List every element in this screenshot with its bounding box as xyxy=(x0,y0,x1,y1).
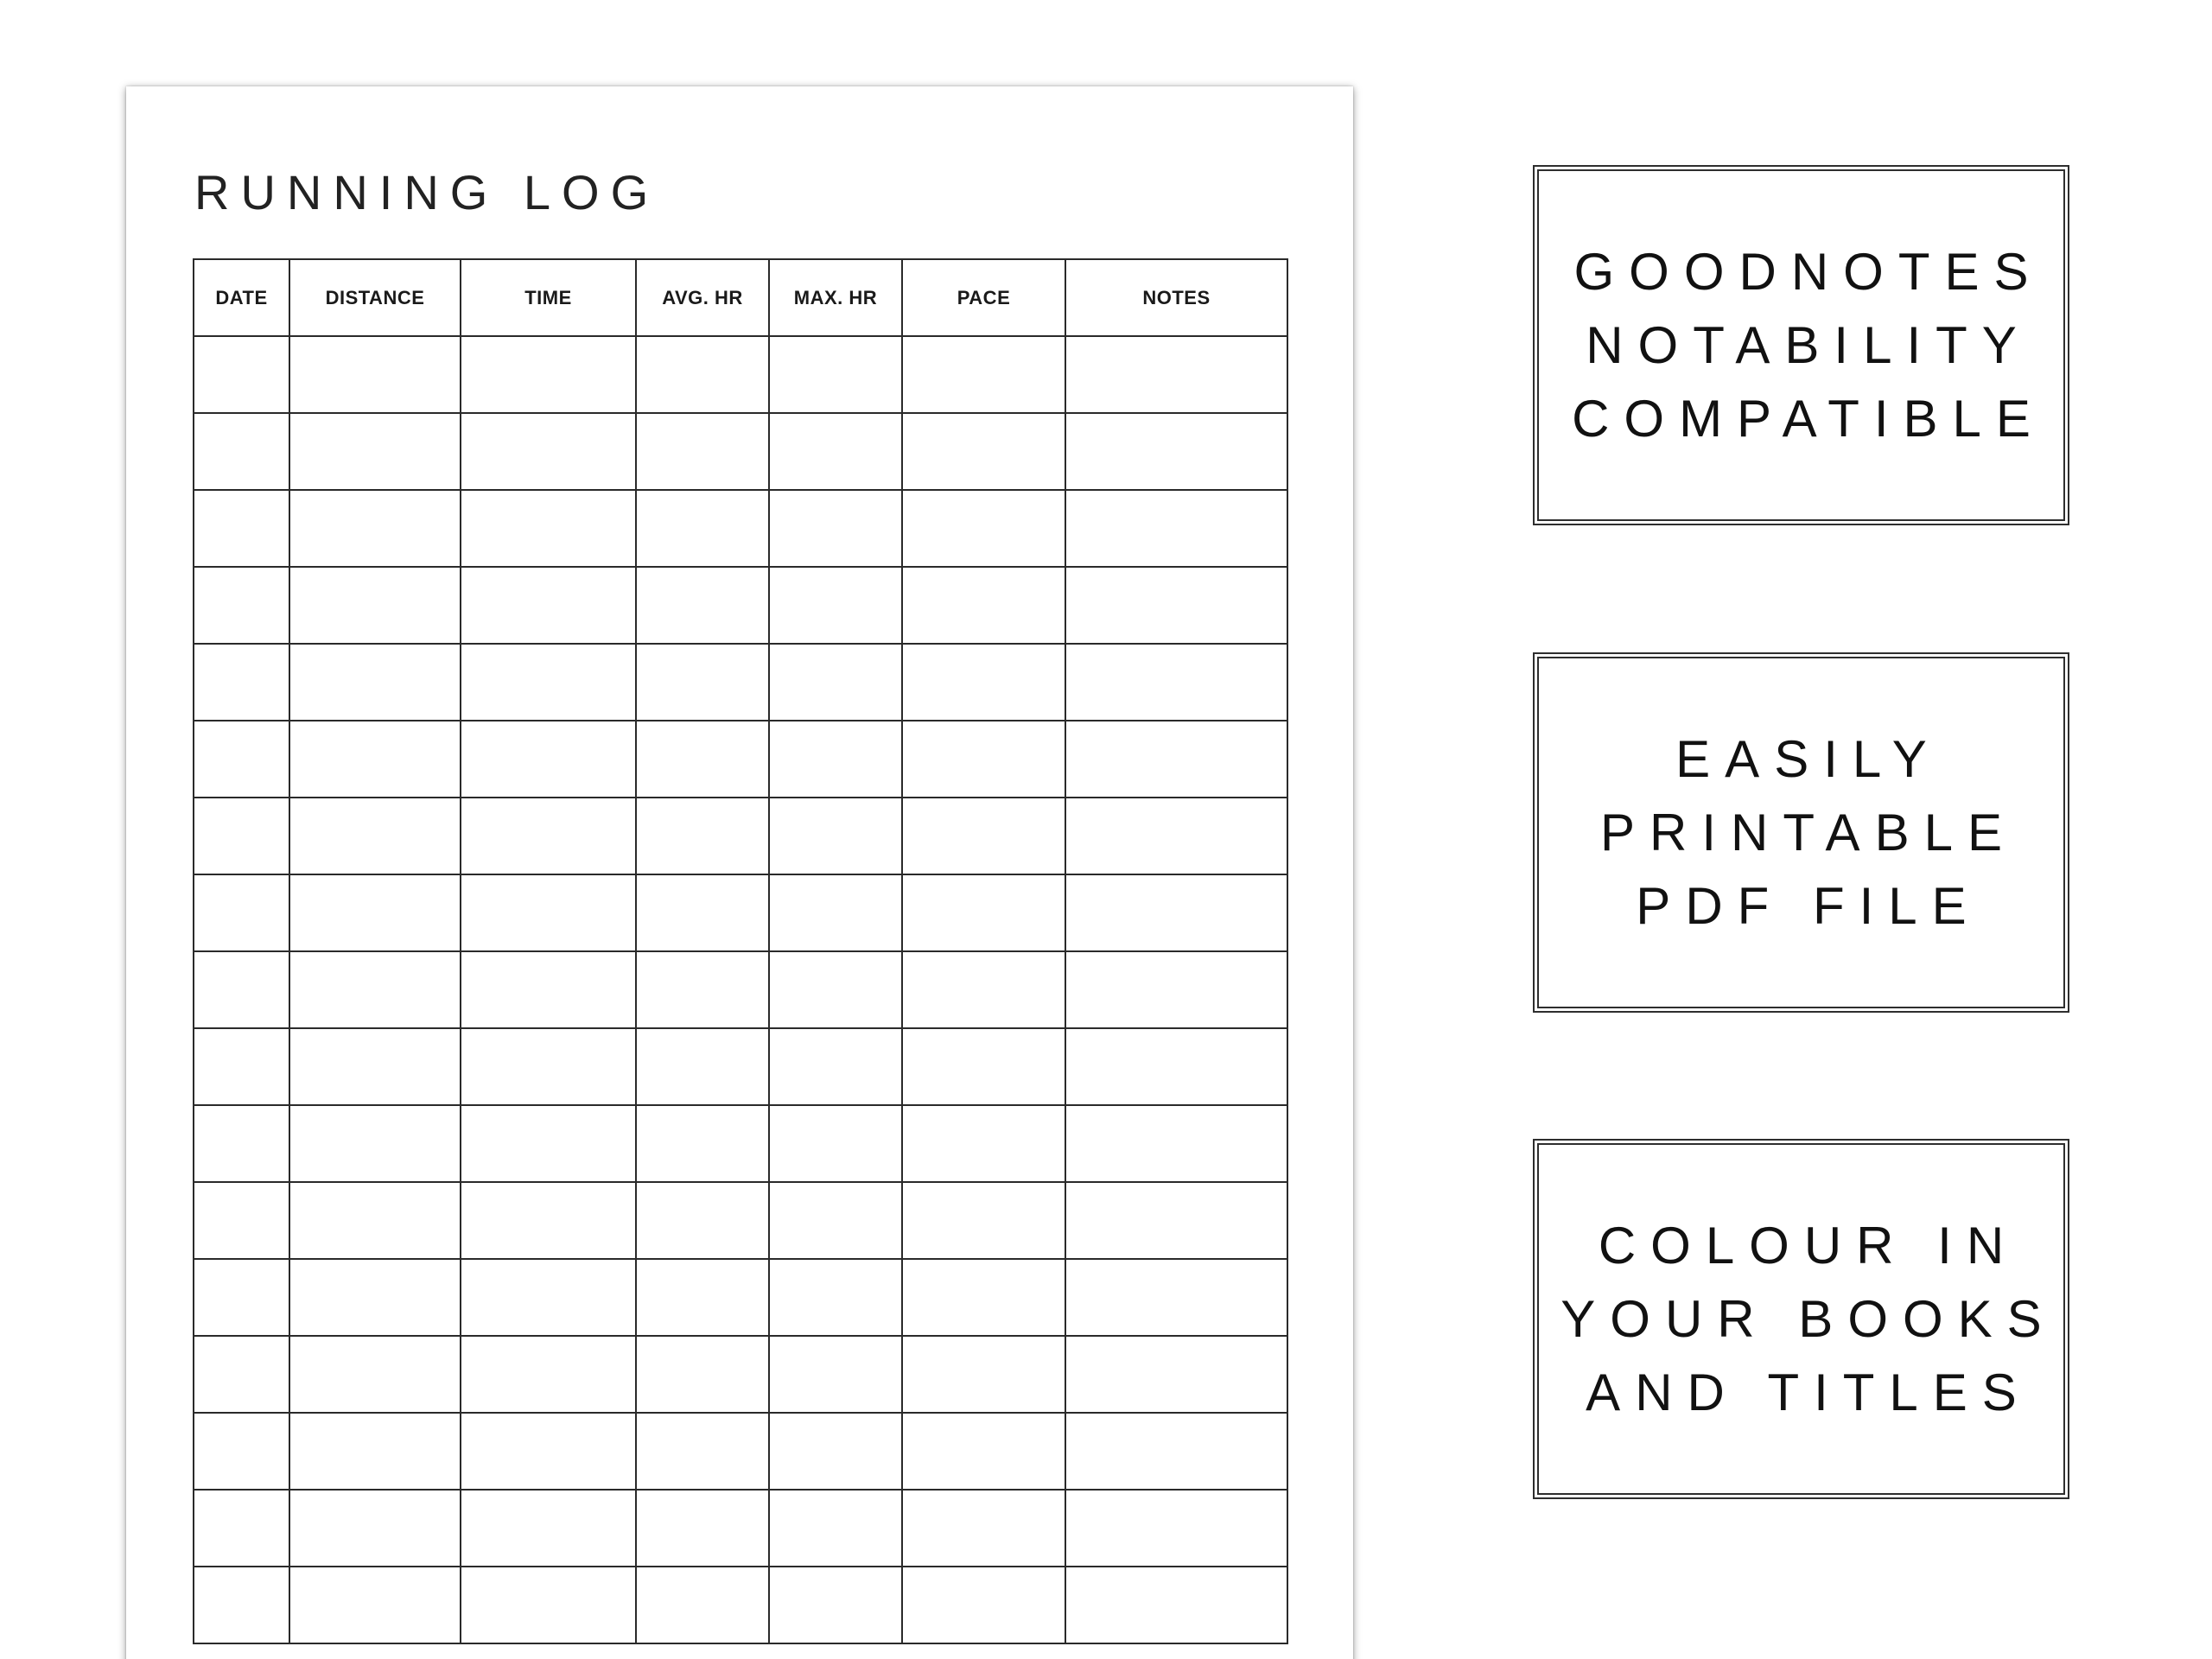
table-cell xyxy=(769,1336,902,1413)
table-cell xyxy=(461,721,636,798)
feature-line: EASILY xyxy=(1675,730,1942,788)
table-cell xyxy=(636,1413,769,1490)
running-log-sheet xyxy=(126,86,1353,1659)
table-cell xyxy=(194,798,289,874)
table-row xyxy=(194,644,1287,721)
feature-line: COMPATIBLE xyxy=(1572,390,2045,448)
column-header-time: TIME xyxy=(461,259,636,336)
table-cell xyxy=(289,798,461,874)
table-cell xyxy=(289,874,461,951)
table-cell xyxy=(636,1490,769,1567)
table-cell xyxy=(902,644,1065,721)
table-cell xyxy=(461,1259,636,1336)
table-cell xyxy=(636,951,769,1028)
sheet-title: RUNNING LOG xyxy=(194,165,660,219)
table-cell xyxy=(289,951,461,1028)
table-cell xyxy=(461,951,636,1028)
table-cell xyxy=(636,644,769,721)
feature-box-printable xyxy=(1537,657,2065,1008)
table-row xyxy=(194,1259,1287,1336)
feature-line: AND TITLES xyxy=(1586,1363,2031,1421)
table-cell xyxy=(902,567,1065,644)
table-cell xyxy=(902,1567,1065,1643)
table-cell xyxy=(636,413,769,490)
table-cell xyxy=(194,1490,289,1567)
table-cell xyxy=(461,874,636,951)
column-header-pace: PACE xyxy=(902,259,1065,336)
table-cell xyxy=(461,644,636,721)
table-cell xyxy=(636,798,769,874)
column-header-date: DATE xyxy=(194,259,289,336)
table-cell xyxy=(769,1259,902,1336)
table-cell xyxy=(461,336,636,413)
table-cell xyxy=(289,1490,461,1567)
column-header-avg-hr: AVG. HR xyxy=(636,259,769,336)
table-cell xyxy=(769,1567,902,1643)
table-row xyxy=(194,1490,1287,1567)
table-cell xyxy=(769,951,902,1028)
table-cell xyxy=(194,336,289,413)
feature-line: YOUR BOOKS xyxy=(1560,1290,2056,1348)
table-cell xyxy=(289,721,461,798)
table-cell xyxy=(194,874,289,951)
table-cell xyxy=(902,1336,1065,1413)
feature-box-colour-in xyxy=(1537,1143,2065,1495)
table-cell xyxy=(636,567,769,644)
feature-box-app-compatibility xyxy=(1537,169,2065,521)
table-cell xyxy=(636,1028,769,1105)
table-cell xyxy=(1065,1413,1287,1490)
table-cell xyxy=(461,1490,636,1567)
table-cell xyxy=(1065,798,1287,874)
table-cell xyxy=(1065,1182,1287,1259)
table-cell xyxy=(194,490,289,567)
table-cell xyxy=(289,336,461,413)
table-cell xyxy=(1065,336,1287,413)
table-cell xyxy=(289,490,461,567)
table-cell xyxy=(194,1105,289,1182)
table-cell xyxy=(1065,1336,1287,1413)
table-cell xyxy=(1065,567,1287,644)
table-cell xyxy=(289,644,461,721)
table-cell xyxy=(289,1336,461,1413)
table-cell xyxy=(461,1413,636,1490)
table-cell xyxy=(1065,721,1287,798)
table-cell xyxy=(769,1105,902,1182)
table-cell xyxy=(461,798,636,874)
table-cell xyxy=(902,1182,1065,1259)
table-cell xyxy=(902,951,1065,1028)
table-cell xyxy=(1065,951,1287,1028)
table-cell xyxy=(289,1028,461,1105)
table-cell xyxy=(769,798,902,874)
feature-line: PRINTABLE xyxy=(1600,804,2017,861)
table-row xyxy=(194,1182,1287,1259)
table-row xyxy=(194,1336,1287,1413)
table-row xyxy=(194,874,1287,951)
running-log-table xyxy=(193,258,1288,1644)
table-cell xyxy=(1065,1105,1287,1182)
table-cell xyxy=(636,1182,769,1259)
table-cell xyxy=(636,1567,769,1643)
table-cell xyxy=(636,1105,769,1182)
table-cell xyxy=(1065,644,1287,721)
table-cell xyxy=(194,413,289,490)
table-row xyxy=(194,1028,1287,1105)
table-cell xyxy=(289,567,461,644)
table-cell xyxy=(194,1028,289,1105)
table-cell xyxy=(289,413,461,490)
table-cell xyxy=(461,490,636,567)
table-cell xyxy=(769,567,902,644)
table-cell xyxy=(769,413,902,490)
table-cell xyxy=(194,644,289,721)
table-cell xyxy=(636,721,769,798)
table-cell xyxy=(902,798,1065,874)
table-cell xyxy=(461,567,636,644)
table-cell xyxy=(461,1028,636,1105)
table-cell xyxy=(902,336,1065,413)
table-cell xyxy=(1065,1259,1287,1336)
table-row xyxy=(194,1567,1287,1643)
table-cell xyxy=(902,1105,1065,1182)
table-cell xyxy=(289,1182,461,1259)
table-cell xyxy=(902,874,1065,951)
table-cell xyxy=(636,1259,769,1336)
table-row xyxy=(194,1413,1287,1490)
feature-line: NOTABILITY xyxy=(1586,316,2031,374)
table-cell xyxy=(769,1413,902,1490)
table-cell xyxy=(769,1490,902,1567)
table-header-row xyxy=(194,259,1287,336)
table-cell xyxy=(902,1413,1065,1490)
table-cell xyxy=(636,336,769,413)
column-header-distance: DISTANCE xyxy=(289,259,461,336)
table-cell xyxy=(461,413,636,490)
table-row xyxy=(194,721,1287,798)
table-cell xyxy=(769,721,902,798)
table-cell xyxy=(902,1490,1065,1567)
table-cell xyxy=(194,1336,289,1413)
table-cell xyxy=(769,1182,902,1259)
table-cell xyxy=(461,1105,636,1182)
table-row xyxy=(194,1105,1287,1182)
table-row xyxy=(194,567,1287,644)
table-cell xyxy=(769,644,902,721)
column-header-notes: NOTES xyxy=(1065,259,1287,336)
table-cell xyxy=(461,1336,636,1413)
table-cell xyxy=(194,1182,289,1259)
table-cell xyxy=(769,874,902,951)
table-cell xyxy=(902,490,1065,567)
table-cell xyxy=(1065,874,1287,951)
table-cell xyxy=(194,1567,289,1643)
feature-line: GOODNOTES xyxy=(1573,243,2044,301)
table-cell xyxy=(194,1413,289,1490)
table-cell xyxy=(902,413,1065,490)
column-header-max-hr: MAX. HR xyxy=(769,259,902,336)
table-cell xyxy=(902,1259,1065,1336)
table-cell xyxy=(194,721,289,798)
table-cell xyxy=(289,1259,461,1336)
table-cell xyxy=(769,490,902,567)
table-cell xyxy=(194,1259,289,1336)
table-cell xyxy=(1065,413,1287,490)
table-cell xyxy=(1065,1028,1287,1105)
table-cell xyxy=(461,1567,636,1643)
table-cell xyxy=(636,874,769,951)
table-cell xyxy=(636,1336,769,1413)
table-cell xyxy=(1065,1490,1287,1567)
table-cell xyxy=(461,1182,636,1259)
table-row xyxy=(194,951,1287,1028)
table-cell xyxy=(289,1105,461,1182)
feature-line: COLOUR IN xyxy=(1598,1217,2019,1274)
table-body xyxy=(194,336,1287,1643)
table-cell xyxy=(636,490,769,567)
table-cell xyxy=(194,951,289,1028)
table-cell xyxy=(902,721,1065,798)
table-cell xyxy=(194,567,289,644)
table-row xyxy=(194,490,1287,567)
table-cell xyxy=(769,1028,902,1105)
table-cell xyxy=(289,1567,461,1643)
table-cell xyxy=(1065,490,1287,567)
feature-line: PDF FILE xyxy=(1636,877,1981,935)
table-row xyxy=(194,336,1287,413)
table-cell xyxy=(902,1028,1065,1105)
table-row xyxy=(194,798,1287,874)
table-row xyxy=(194,413,1287,490)
table-cell xyxy=(1065,1567,1287,1643)
table-cell xyxy=(769,336,902,413)
table-cell xyxy=(289,1413,461,1490)
